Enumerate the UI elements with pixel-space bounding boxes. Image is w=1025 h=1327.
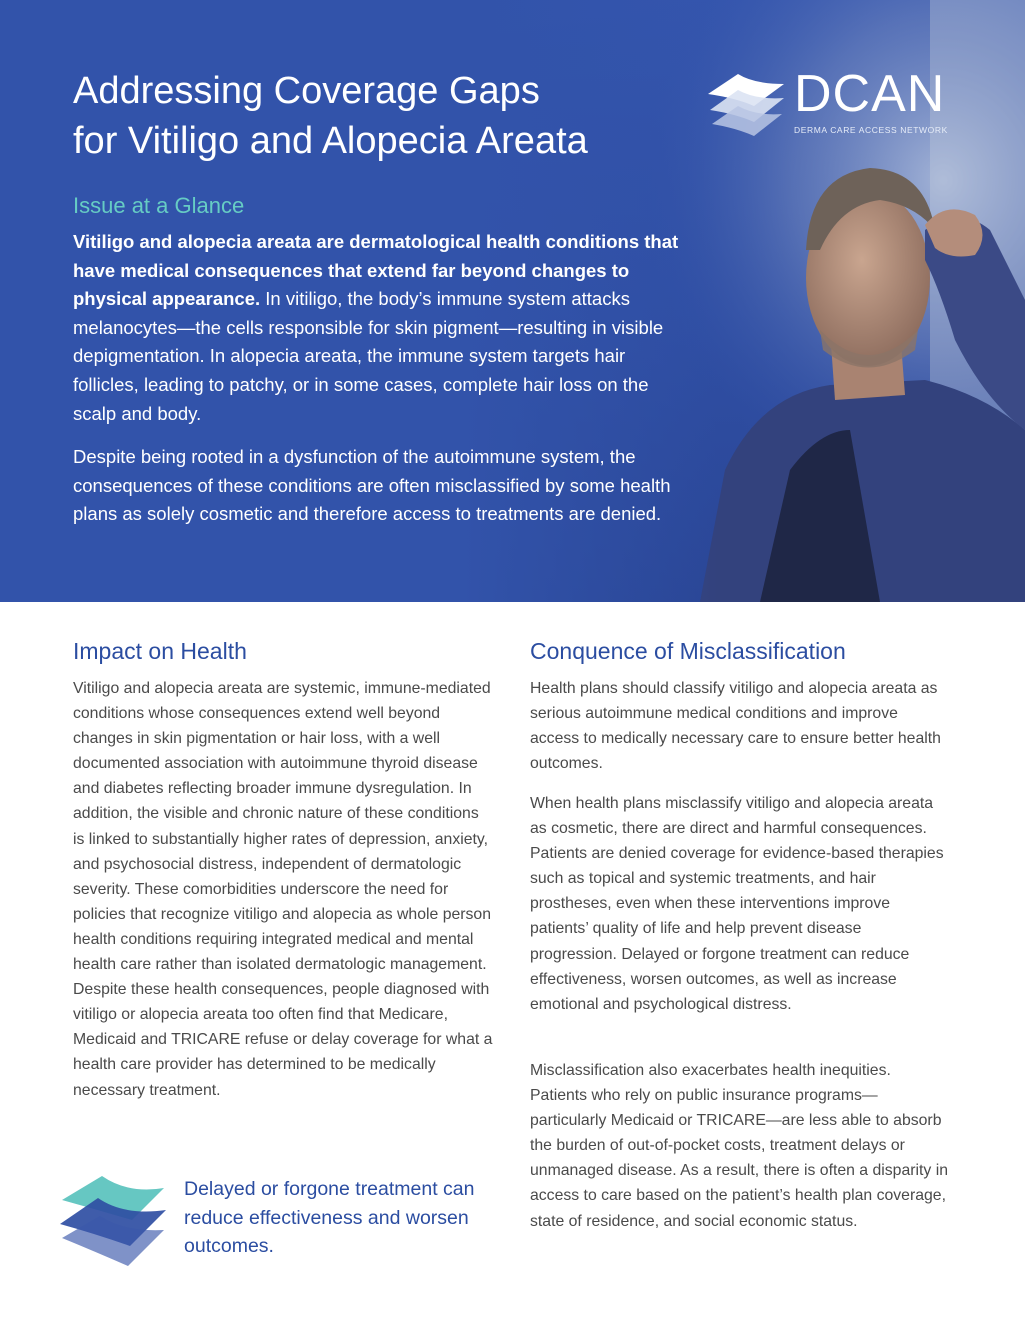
misclassification-paragraph-2: When health plans misclassify vitiligo and alopecia areata as cosmetic, there are direct and harmful consequences. Patients are denied coverage for evidence-based therapies such as topical and systemic treatments, and hair prostheses, even when these interventions improve patients’ quality of life and help prevent disease progression. Delayed or forgone treatment can reduce effectiveness, worsen outcomes, as well as increase emotional and psychological distress. [530, 795, 944, 1013]
hero-banner [0, 0, 1025, 602]
intro-bold-text: Vitiligo and alopecia areata are dermatological health conditions that have medical consequences that extend far beyond changes to physical appearance. [73, 231, 679, 310]
logo-tagline: DERMA CARE ACCESS NETWORK [794, 125, 948, 135]
impact-body: Vitiligo and alopecia areata are systemic, immune-mediated conditions whose consequences extend well beyond changes in skin pigmentation or hair loss, with a well documented association with autoimmune thyroid disease and diabetes reflecting broader immune dysregulation. In addition, the visible and chronic nature of these conditions is linked to substantially higher rates of depression, anxiety, and psychosocial distress, independent of dermatologic severity. These comorbidities underscore the need for policies that recognize vitiligo and alopecia as whole person health conditions requiring integrated medical and mental health care rather than isolated dermatologic management. Despite these health consequences, people diagnosed with vitiligo or alopecia areata too often find that Medicare, Medicaid and TRICARE refuse or delay coverage for what a health care provider has determined to be medically necessary treatment. [73, 680, 493, 1099]
title-line-2: for Vitiligo and Alopecia Areata [73, 120, 588, 162]
misclassification-heading: Conquence of Misclassification [530, 638, 846, 664]
title-line-1: Addressing Coverage Gaps [73, 70, 540, 112]
layered-callout-icon [58, 1172, 168, 1270]
layered-diamond-logo-icon [706, 70, 788, 140]
logo-name: DCAN [794, 65, 946, 123]
issue-at-a-glance-heading: Issue at a Glance [73, 193, 245, 218]
intro-paragraph [73, 228, 693, 428]
misclassification-paragraph-3: Misclassification also exacerbates health inequities. Patients who rely on public insurance programs—particularly Medicaid or TRICARE—are less able to absorb the burden of out-of-pocket costs, treatment delays or unmanaged disease. As a result, there is often a disparity in access to care based on the patient’s health plan coverage, state of residence, and social economic status. [530, 1062, 948, 1230]
page-title [73, 66, 588, 166]
impact-heading: Impact on Health [73, 638, 247, 664]
misclassification-paragraph: Despite being rooted in a dysfunction of the autoimmune system, the consequences of these conditions are often misclassified by some health plans as solely cosmetic and therefore access to treatments are denied. [73, 446, 671, 525]
misclassification-paragraph-1: Health plans should classify vitiligo and alopecia areata as serious autoimmune medical conditions and improve access to medically necessary care to ensure better health outcomes. [530, 680, 941, 773]
intro-text: In vitiligo, the body’s immune system attacks melanocytes—the cells responsible for skin pigment—resulting in visible depigmentation. In alopecia areata, the immune system targets hair follicles, leading to patchy, or in some cases, complete hair loss on the scalp and body. [73, 288, 664, 424]
dcan-logo [706, 65, 966, 140]
callout-quote: Delayed or forgone treatment can reduce effectiveness and worsen outcomes. [184, 1178, 475, 1258]
